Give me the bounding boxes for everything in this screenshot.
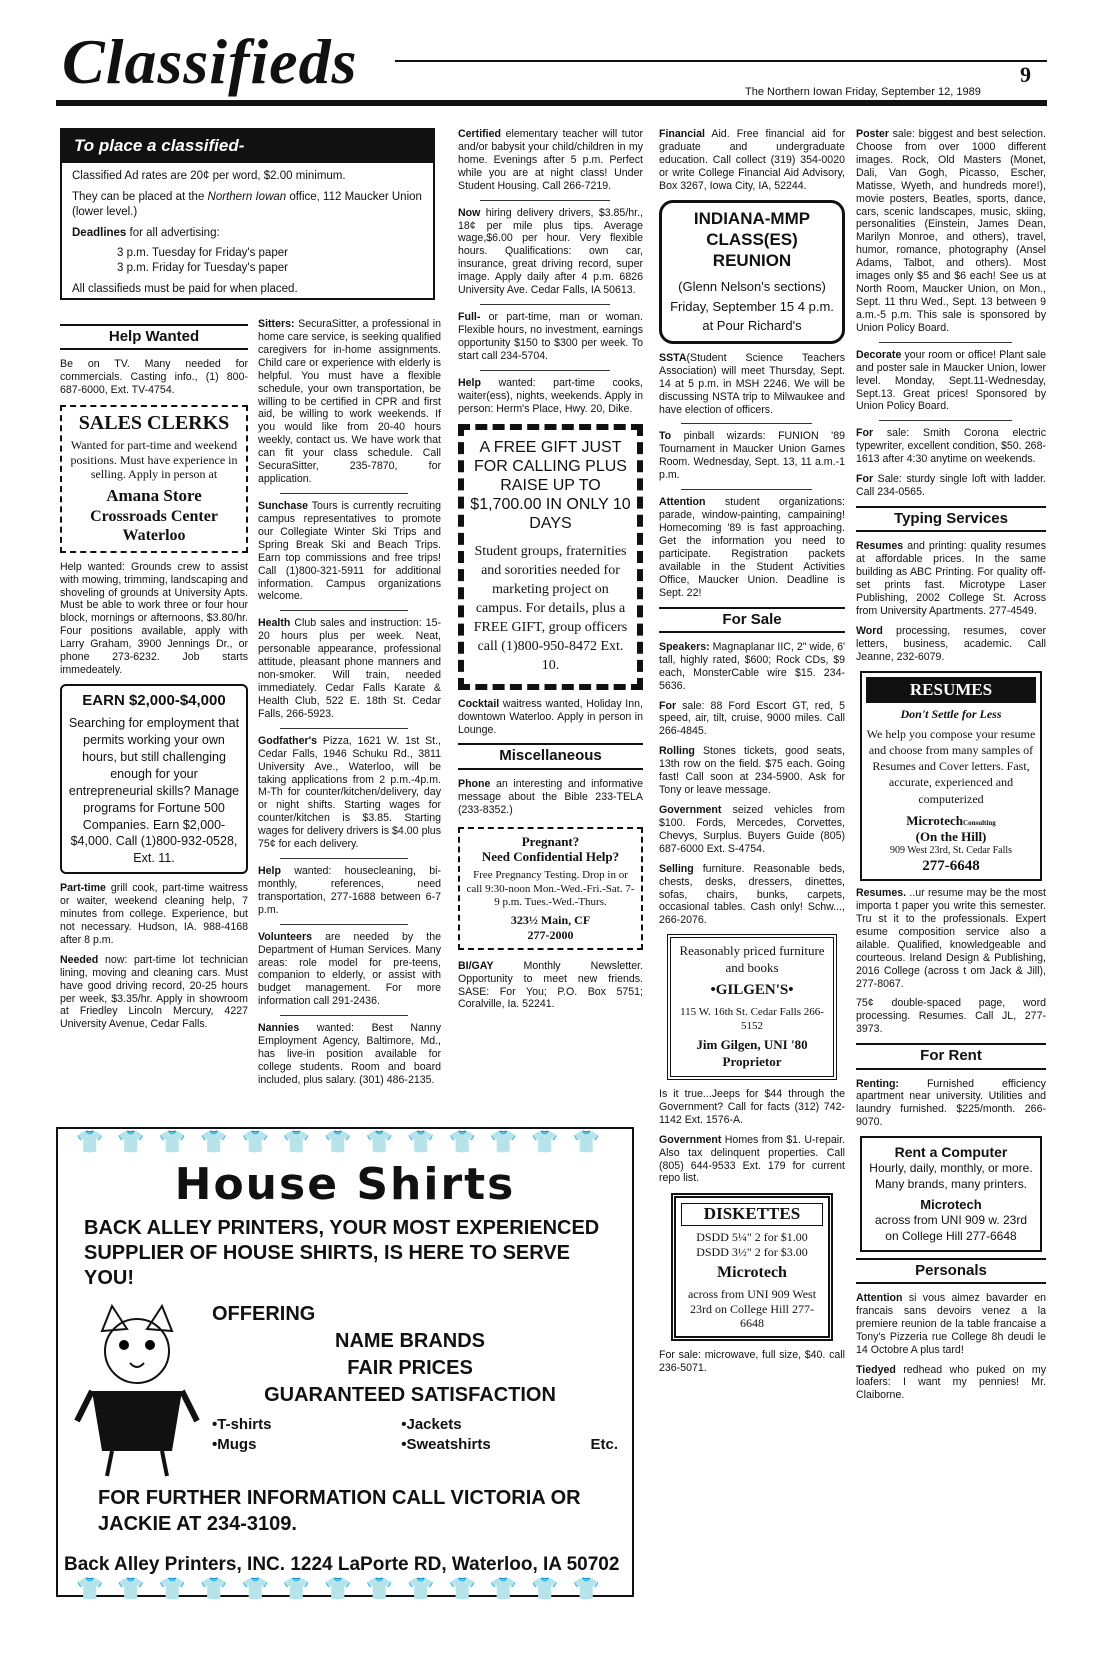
pregnant-title-2: Need Confidential Help? [481, 849, 620, 865]
ad-typewriter: For sale: Smith Corona electric typewriter, excellent condition, $50. 268-1613 after 4:30 anytime on weekends. [856, 427, 1046, 466]
ad-sitters: Sitters: SecuraSitter, a professional in home care service, is seeking qualified caregivers for in-home assignments. Child care or experience with elderly is helpful. You must have a flexible schedule, your own transportation, be willing to be certified in CPR and first aid, be willing to work weekends. If you would like from 20-40 hours weekly, contact us. We have work that can fit your class schedule. Call SecuraSitter, 235-7870, for application. [258, 318, 441, 486]
rent-computer-address: across from UNI 909 w. 23rd on College Hill 277-6648 [874, 1213, 1028, 1244]
page-title: Classifieds [62, 26, 358, 97]
rent-computer-body: Hourly, daily, monthly, or more. Many brands, many printers. [869, 1161, 1033, 1191]
ad-pregnant [458, 827, 643, 950]
section-for-sale: For Sale [659, 607, 845, 633]
column-5 [856, 128, 1046, 1409]
ad-poster-sale: Poster sale: biggest and best selection. Choose from over 1000 different images. Rock, Old Masters (Monet, Dali, Van Gogh, Picasso, Escher, Matisse, Wyeth, and hundreds more!), movie posters, Beatles, sports, dance, cars, scenic landscapes, music, skiing, personalities (Einstein, James Dean, Marilyn Monroe, and others), travel, humor, romance, photography (Ansel Adams, Talbot, and others). Most images only $5 and $6 each! See us at North Room, Maucker Union, on Mon., Sept. 11 thru Wed., Sept. 13 between 9 a.m.-5 p.m. This sale is sponsored by Union Policy Board. [856, 128, 1046, 334]
sales-clerks-store: Amana Store [106, 485, 202, 505]
ad-sunchase: Sunchase Tours is currently recruiting campus representatives to promote our Collegiate Winter Ski Trips and Spring Break Ski and Beach Trips. Earn top commissions and free trips! Call (1)800-321-5911 for additional information. Campus organizations welcome. [258, 499, 441, 603]
pregnant-address: 323½ Main, CF [510, 913, 591, 928]
ad-word-processing: Word processing, resumes, cover letters, business, academic. Call Jeanne, 232-6079. [856, 624, 1047, 663]
diskettes-brand: Microtech [717, 1264, 787, 1282]
house-shirts-offering: OFFERING [212, 1302, 316, 1325]
ad-resumes-ireland: Resumes. ..ur resume may be the most importa t paper you write this semester. Tru st it to the professionals. Expert esume composition service also a ailable. Qualified, knowledgeable and courteous. Ireland Design & Publishing, 2016 College (across t om Jack & Jill), 277-8067. [856, 887, 1046, 990]
earn-title: EARN $2,000-$4,000 [82, 692, 226, 709]
sales-clerks-place: Crossroads Center Waterloo [90, 507, 218, 545]
column-2 [258, 318, 441, 1094]
rent-computer-title: Rent a Computer [894, 1144, 1008, 1161]
ad-godfathers: Godfather's Pizza, 1621 W. 1st St., Cedar Falls, 1946 Schuku Rd., 3811 University Ave., Waterloo, will be taking applications from 2 p.m.-4p.m. M-Th for counter/kitchen/delivery, day or night shifts. Starting wages for counter/kitchen is $3.85. Starting wages for delivery drivers is $4.00 plus 75¢ for each delivery. [258, 734, 441, 851]
ad-gilgens [667, 934, 837, 1080]
cat-mascot-icon [72, 1301, 202, 1481]
resumes-brand: MicrotechConsulting [906, 812, 996, 828]
ad-furniture: Selling furniture. Reasonable beds, chests, desks, dressers, dinettes, sofas, chairs, bunks, carpets, occasional tables. Cash only! Schw..., 266-2076. [659, 862, 845, 927]
sales-clerks-title: SALES CLERKS [78, 412, 230, 435]
diskettes-line-2: DSDD 3½" 2 for $3.00 [696, 1244, 808, 1259]
rent-computer-brand: Microtech [920, 1196, 982, 1212]
ad-volunteers: Volunteers are needed by the Department of Human Services. Many areas: role model for pre-teens, companion to elderly, or assist with budget management. For more information call 291-2436. [258, 930, 441, 1008]
ad-tv: Be on TV. Many needed for commercials. Casting info., (1) 800-687-6000, Ext. TV-4754. [60, 358, 248, 397]
resumes-phone: 277-6648 [922, 857, 980, 874]
ad-nannies: Nannies wanted: Best Nanny Employment Agency, Baltimore, Md., has live-in position available for college students. Room and board included, plus salary. (301) 486-2135. [258, 1022, 441, 1086]
house-shirts-subtitle: BACK ALLEY PRINTERS, YOUR MOST EXPERIENCED SUPPLIER OF HOUSE SHIRTS, IS HERE TO SERVE YOU! [84, 1216, 600, 1289]
ad-indiana-reunion [659, 200, 845, 344]
ad-gov-homes: Government Homes from $1. U-repair. Also tax delinquent properties. Call (805) 644-9533 Ext. 179 for current repo list. [659, 1133, 845, 1185]
resumes-tagline: Don't Settle for Less [900, 707, 1002, 722]
ad-jeeps: Is it true...Jeeps for $44 through the Government? Call for facts (312) 742-1142 Ext. 1576-A. [659, 1087, 845, 1126]
deadlines-text: Deadlines for all advertising: [72, 226, 220, 239]
ad-gov-vehicles: Government seized vehicles from $100. Fords, Mercedes, Corvettes, Chevys, Surplus. Buyers Guide (805) 687-6000 Ext. S-4754. [659, 803, 845, 855]
place-classified-heading: To place a classified- [62, 130, 433, 163]
ad-attention-orgs: Attention student organizations: parade, window-painting, campaining! Homecoming '89 is fast approaching. Get the information you need to participate. Registration packets available in the Student Activities Office, Maucker Union. Deadline is Sept. 22! [659, 496, 845, 599]
item-etc: Etc. [590, 1435, 618, 1453]
ad-resumes-microtech [860, 671, 1042, 882]
ad-decorate: Decorate your room or office! Plant sale and poster sale in Maucker Union, lower level. Monday, Sept.11-Wednesday, Sept.13. Great prices! Sponsored by Union Policy Board. [856, 348, 1046, 413]
section-for-rent: For Rent [856, 1043, 1046, 1069]
section-help-wanted: Help Wanted [60, 324, 248, 350]
offering-guarantee: GUARANTEED SATISFACTION [264, 1383, 556, 1406]
ad-loft: For Sale: sturdy single loft with ladder. Call 234-0565. [856, 473, 1046, 499]
free-gift-body: Student groups, fraternities and sororities needed for marketing project on campus. For details, plus a FREE GIFT, group officers call (1)800-950-8472 Ext. 10. [473, 544, 628, 673]
ad-free-gift [458, 424, 643, 690]
ad-rolling-stones: Rolling Stones tickets, good seats, 13th row on the field. $75 each. Going fast! Call soon at 234-5900. Ask for Tony or leave message. [659, 745, 845, 797]
item-tshirts: •T-shirts [212, 1415, 272, 1433]
ad-double-spaced: 75¢ double-spaced page, word processing. Resumes. Call JL, 277-3973. [856, 997, 1046, 1036]
column-1 [60, 318, 248, 1038]
ad-ssta: SSTA(Student Science Teachers Association) will meet Thursday, Sept. 14 at 5 p.m. in MSH 2246. We will be discussing NSTA trip to Milwaukee and have election of officers. [659, 351, 845, 416]
item-sweatshirts: •Sweatshirts [401, 1435, 491, 1453]
resumes-title: RESUMES [866, 677, 1036, 704]
indiana-title: INDIANA-MMP CLASS(ES) REUNION [693, 208, 811, 271]
free-gift-title: A FREE GIFT JUST FOR CALLING PLUS RAISE UP TO $1,700.00 IN ONLY 10 DAYS [470, 438, 631, 533]
ad-health-club: Health Club sales and instruction: 15-20 hours plus per week. Neat, personable appearance, professional attitude, pleasant phone manners and non-smoker. Will train, needed immediately. Cedar Falls Karate & Health Club, 522 E. 18th St. Cedar Falls, 266-5923. [258, 617, 441, 720]
ad-grill-cook: Part-time grill cook, part-time waitress or waiter, weekend cleaning help, 7 minutes from college. Experience, but not necessary. Hudson, IA. 988-4168 after 8 p.m. [60, 882, 248, 946]
pregnant-body: Free Pregnancy Testing. Drop in or call 9:30-noon Mon.-Wed.-Fri.-Sat. 7-9 p.m. Tues.-Wed.-Thurs. [466, 869, 635, 909]
ad-diskettes [671, 1193, 833, 1340]
indiana-body: (Glenn Nelson's sections) Friday, September 15 4 p.m. at Pour Richard's [670, 279, 834, 334]
paid-text: All classifieds must be paid for when placed. [72, 283, 298, 296]
diskettes-title: DISKETTES [681, 1203, 823, 1226]
offering-fair-prices: FAIR PRICES [347, 1356, 473, 1379]
earn-body: Searching for employment that permits working your own hours, but still challenging enough for your entrepreneurial skills? Manage programs for Fortune 500 Companies. Earn $2,000- $4,000. Call (1)800-932-0528, Ext. 11. [68, 716, 240, 866]
sales-clerks-body: Wanted for part-time and weekend positions. Must have experience in selling. Apply in person at [70, 438, 238, 482]
ad-housecleaning: Help wanted: housecleaning, bi-monthly, references, need transportation, 277-1688 between 6-7 p.m. [258, 865, 441, 916]
tshirt-border-top-icon: 👕👕👕👕👕👕👕👕👕👕👕👕👕 [75, 1129, 615, 1154]
gilgens-address: 115 W. 16th St. Cedar Falls 266-5152 [680, 1005, 824, 1032]
ad-bigay: BI/GAY Monthly Newsletter. Opportunity to meet new friends. SASE: For You; P.O. Box 5751; Coralville, Ia. 52241. [458, 959, 643, 1011]
resumes-body: We help you compose your resume and choose from many samples of Resumes and Cover letters. Fast, accurate, experienced and computerized [866, 726, 1036, 806]
ad-financial-aid: Financial Aid. Free financial aid for graduate and undergraduate education. Call collect (319) 354-0020 or write College Financial Aid Advisory, Box 3267, Iowa City, IA, 52244. [659, 128, 845, 192]
ad-earn-money [60, 684, 248, 874]
ad-rent-computer [860, 1136, 1042, 1251]
ad-french-table: Attention si vous aimez bavarder en francais sans devoirs venez a la premiere reunion de la table francaise a Tony's Pizzeria rue College 8h deudi le 14 Octobre A plus tard! [856, 1291, 1046, 1356]
ad-full-part-time: Full- or part-time, man or woman. Flexible hours, no investment, earnings opportunity $150 to $300 per week. To start call 234-5704. [458, 311, 643, 362]
diskettes-body: across from UNI 909 West 23rd on College Hill 277-6648 [687, 1286, 817, 1331]
item-jackets: •Jackets [401, 1415, 462, 1433]
resumes-address: 909 West 23rd, St. Cedar Falls [889, 844, 1013, 856]
where-text: They can be placed at the Northern Iowan office, 112 Maucker Union (lower level.) [72, 190, 422, 218]
tshirt-border-bottom-icon: 👕👕👕👕👕👕👕👕👕👕👕👕👕 [75, 1575, 615, 1601]
ad-speakers: Speakers: Magnaplanar IIC, 2" wide, 6' tall, highly rated, $600; Rock CDs, $9 each, MonsterCable wire $15. 234-5636. [659, 640, 846, 692]
deadline-1: 3 p.m. Tuesday for Friday's paper [117, 247, 288, 260]
header-thick-rule [56, 100, 1047, 106]
house-shirts-title: House Shirts [174, 1158, 516, 1210]
resumes-hill: (On the Hill) [915, 828, 987, 844]
section-personals: Personals [856, 1258, 1046, 1284]
ad-pinball: To pinball wizards: FUNION '89 Tournament in Maucker Union Games Room. Wednesday, Sept. 13, 11 a.m.-1 p.m. [659, 430, 845, 482]
ad-lot-technician: Needed now: part-time lot technician lining, moving and cleaning cars. Must have good driving record, 20-25 hours per week, $3.35/hr. Apply in showroom at Friedley Lincoln Mercury, 4227 University Avenue, Cedar Falls. [60, 953, 248, 1031]
section-miscellaneous: Miscellaneous [458, 743, 643, 769]
gilgens-tagline: Reasonably priced furniture and books [679, 943, 825, 976]
ad-cooks: Help wanted: part-time cooks, waiter(ess), nights, weekends. Apply in person: Herm's Place, Hwy. 20, Dike. [458, 376, 644, 415]
pregnant-title-1: Pregnant? [521, 833, 580, 849]
diskettes-line-1: DSDD 5¼" 2 for $1.00 [696, 1230, 808, 1245]
place-classified-box [60, 128, 435, 300]
dateline: The Northern Iowan Friday, September 12, 1989 [745, 86, 981, 98]
gilgens-signature: Jim Gilgen, UNI '80 Proprietor [696, 1037, 808, 1070]
ad-renting: Renting: Furnished efficiency apartment near university. Utilities and laundry furnished. $225/month. 266-9070. [856, 1077, 1046, 1129]
ad-cocktail-waitress: Cocktail waitress wanted, Holiday Inn, downtown Waterloo. Apply in person in Lounge. [458, 697, 643, 736]
header-rule [395, 60, 1047, 62]
ad-ford-escort: For sale: 88 Ford Escort GT, red, 5 speed, air, tilt, cruise, 9000 miles. Call 266-4845. [659, 699, 845, 738]
ad-sales-clerks [60, 405, 248, 553]
house-shirts-items [202, 1415, 618, 1456]
house-shirts-call: FOR FURTHER INFORMATION CALL VICTORIA OR JACKIE AT 234-3109. [98, 1486, 581, 1535]
ad-grounds-crew: Help wanted: Grounds crew to assist with mowing, trimming, landscaping and shoveling of grounds at University Apts. Must be able to work three or four hour block, mornings or afternoons, $3.80/hr. Four positions available, apply with Larry Graham, 3900 Jennings Dr., or phone 273-6232. Job starts immedeately. [60, 560, 248, 677]
ad-delivery-drivers: Now hiring delivery drivers, $3.85/hr., 18¢ per mile plus tips. Average wage,$6.00 per hour. Very flexible hours. Qualifications: own car, insurance, great driving record, super image. Apply daily after 4 p.m. 6826 University Ave. Cedar Falls, IA 50613. [458, 206, 643, 297]
ad-house-shirts [56, 1127, 634, 1601]
column-4 [659, 128, 845, 1382]
column-3 [458, 128, 643, 1018]
item-mugs: •Mugs [212, 1435, 257, 1453]
ad-bible-phone: Phone an interesting and informative message about the Bible 233-TELA (233-8352.) [458, 777, 643, 816]
pregnant-phone: 277-2000 [527, 928, 574, 943]
page-number: 9 [1020, 62, 1031, 87]
ad-certified-teacher: Certified elementary teacher will tutor and/or babysit your child/children in my home. Evenings after 5 p.m. Perfect while you are at night class! Under Student Housing. Call 266-7219. [458, 128, 643, 192]
ad-resumes-printing: Resumes and printing: quality resumes at affordable prices. In the same building as ABC Printing. For quality off-set prints fast. Microtype Laser Publishing, 2002 College St. Across from University Apartments. 277-4549. [856, 540, 1046, 617]
house-shirts-footer: Back Alley Printers, INC. 1224 LaPorte RD, Waterloo, IA 50702 [64, 1553, 620, 1575]
section-typing: Typing Services [856, 506, 1046, 532]
ad-tiedyed: Tiedyed redhead who puked on my loafers: I want my pennies! Mr. Claiborne. [856, 1363, 1046, 1402]
gilgens-name: •GILGEN'S• [710, 982, 794, 999]
offering-name-brands: NAME BRANDS [335, 1329, 485, 1352]
ad-microwave: For sale: microwave, full size, $40. call 236-5071. [659, 1348, 845, 1374]
rates-text: Classified Ad rates are 20¢ per word, $2.00 minimum. [72, 169, 346, 182]
deadline-2: 3 p.m. Friday for Tuesday's paper [117, 262, 288, 275]
